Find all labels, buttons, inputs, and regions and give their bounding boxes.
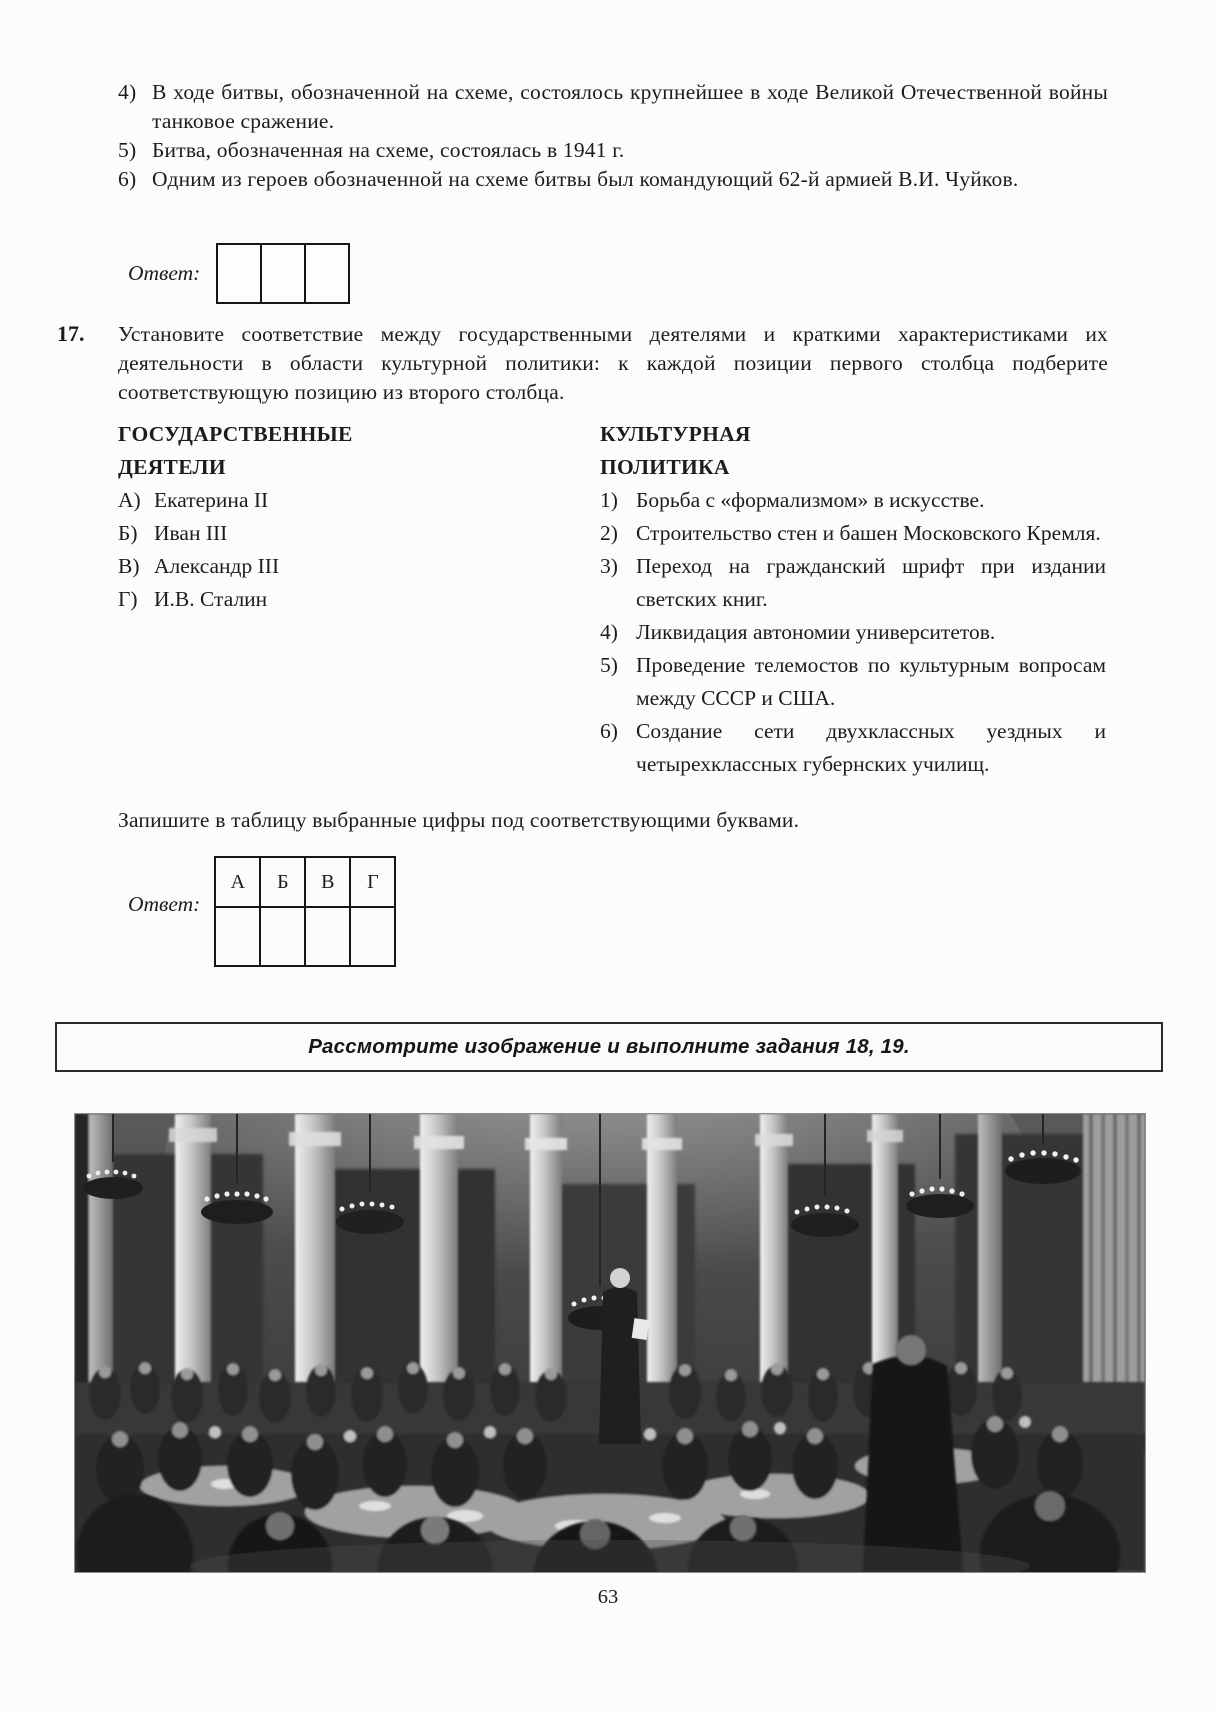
- answer-cell: [260, 245, 304, 302]
- list-item: [118, 550, 488, 583]
- question17-prompt: Установите соответствие между государственными деятелями и краткими характеристиками их деятельности в области культурной политики: к каждой позиции первого столбца подберите соответствующую позицию из второго столбца.: [118, 322, 1108, 404]
- answer-row-q17: [128, 856, 396, 967]
- item-text: Борьба с «формализмом» в искусстве.: [636, 488, 985, 512]
- answer-cell: [215, 907, 260, 966]
- item-text: Переход на гражданский шрифт при издании светских книг.: [636, 554, 1106, 611]
- list-item: [118, 484, 488, 517]
- answer-cell: [218, 245, 260, 302]
- question17-note: Запишите в таблицу выбранные цифры под соответствующими буквами.: [118, 808, 800, 832]
- answer-table-header-cell: Г: [350, 857, 395, 907]
- question16-statements: [118, 78, 1108, 194]
- list-item: [600, 484, 1106, 517]
- item-letter: В): [118, 554, 140, 578]
- item-letter: Г): [118, 587, 138, 611]
- item-text: Строительство стен и башен Московского Кремля.: [636, 521, 1101, 545]
- page-number: 63: [597, 1586, 619, 1608]
- answer-table-blank-row: [215, 907, 395, 966]
- item-number: 5): [600, 653, 618, 677]
- item-number: 4): [600, 620, 618, 644]
- instruction-banner-text: Рассмотрите изображение и выполните задания 18, 19.: [308, 1035, 910, 1058]
- answer-label: Ответ:: [128, 892, 201, 916]
- list-item: [118, 517, 488, 550]
- item-text: Иван III: [154, 521, 228, 545]
- column-cultural-policy: [600, 418, 1106, 781]
- item-text: Одним из героев обозначенной на схеме битвы был командующий 62-й армией В.И. Чуйков.: [152, 167, 1019, 191]
- answer-cell: [305, 907, 350, 966]
- answer-cell: [350, 907, 395, 966]
- answer-table-header-cell: А: [215, 857, 260, 907]
- answer-row-q16: [128, 243, 350, 304]
- list-item: [600, 616, 1106, 649]
- list-item: [118, 165, 1108, 194]
- answer-label: Ответ:: [128, 261, 201, 285]
- item-text: Битва, обозначенная на схеме, состоялась в 1941 г.: [152, 138, 625, 162]
- item-number: 4): [118, 80, 137, 104]
- item-text: Александр III: [154, 554, 280, 578]
- column-header: ГОСУДАРСТВЕННЫЕ: [118, 422, 353, 446]
- answer-table-header-cell: В: [305, 857, 350, 907]
- item-letter: Б): [118, 521, 138, 545]
- answer-table-header-row: [215, 857, 395, 907]
- column-header: ДЕЯТЕЛИ: [118, 455, 226, 479]
- list-item: [600, 517, 1106, 550]
- column-state-figures: [118, 418, 488, 616]
- item-number: 6): [118, 167, 137, 191]
- answer-table: [214, 856, 396, 967]
- item-text: Создание сети двухклассных уездных и четырехклассных губернских училищ.: [636, 719, 1106, 776]
- item-number: 5): [118, 138, 137, 162]
- item-text: В ходе битвы, обозначенной на схеме, состоялось крупнейшее в ходе Великой Отечественной войны танковое сражение.: [152, 80, 1108, 133]
- answer-cell: [304, 245, 348, 302]
- list-item: [118, 78, 1108, 136]
- list-item: [118, 583, 488, 616]
- item-number: 3): [600, 554, 618, 578]
- column-header: ПОЛИТИКА: [600, 455, 730, 479]
- answer-box-3cells: [216, 243, 350, 304]
- item-letter: А): [118, 488, 141, 512]
- list-item: [600, 550, 1106, 616]
- instruction-banner: [55, 1022, 1163, 1072]
- question-number: 17.: [57, 321, 85, 346]
- item-text: Екатерина II: [154, 488, 269, 512]
- list-item: [600, 649, 1106, 715]
- item-number: 2): [600, 521, 618, 545]
- column-header: КУЛЬТУРНАЯ: [600, 422, 751, 446]
- item-number: 1): [600, 488, 618, 512]
- item-text: Ликвидация автономии университетов.: [636, 620, 996, 644]
- painting-canvas: [75, 1114, 1145, 1572]
- item-text: И.В. Сталин: [154, 587, 268, 611]
- list-item: [118, 136, 1108, 165]
- item-text: Проведение телемостов по культурным вопросам между СССР и США.: [636, 653, 1106, 710]
- item-number: 6): [600, 719, 618, 743]
- answer-cell: [260, 907, 305, 966]
- painting-image: [75, 1114, 1145, 1572]
- answer-table-header-cell: Б: [260, 857, 305, 907]
- list-item: [600, 715, 1106, 781]
